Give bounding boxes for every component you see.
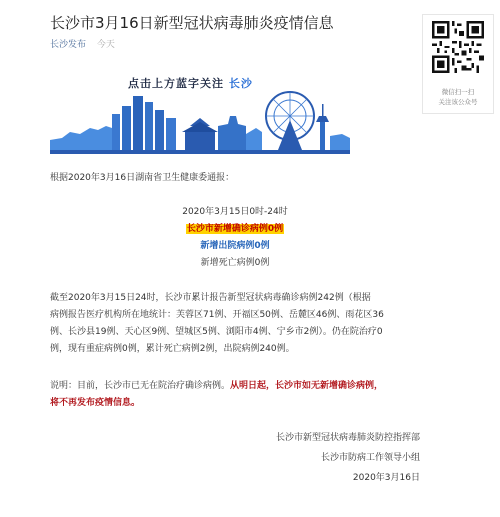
new-confirmed-line [50, 221, 420, 238]
note-paragraph [50, 378, 430, 412]
banner-text-highlight: 长沙 [228, 77, 253, 90]
cumulative-paragraph [50, 290, 430, 358]
banner-text-prefix: 点击上方蓝字关注 [128, 77, 224, 90]
note-bold-text-1: 从明日起，长沙市如无新增确诊病例， [230, 381, 384, 391]
new-confirmed-highlight: 长沙市新增确诊病例0例 [186, 224, 284, 234]
note-normal-text: 说明：目前，长沙市已无在院治疗确诊病例。 [50, 381, 231, 391]
cumulative-line: 病例报告医疗机构所在地统计：芙蓉区71例、开福区50例、岳麓区46例、雨花区36 [50, 310, 384, 320]
cumulative-line: 例、长沙县19例、天心区9例、望城区5例、浏阳市4例、宁乡市2例）。仍在院治疗0 [50, 327, 383, 337]
article-title: 长沙市3月16日新型冠状病毒肺炎疫情信息 [50, 14, 334, 32]
note-line-2 [50, 395, 430, 412]
article-meta [50, 37, 115, 50]
new-deaths-line: 新增死亡病例0例 [200, 258, 270, 268]
note-bold-text-2: 将不再发布疫情信息。 [50, 398, 141, 408]
cumulative-line: 例，现有重症病例0例，累计死亡病例2例，出院病例240例。 [50, 344, 295, 354]
report-period: 2020年3月15日0时-24时 [182, 207, 288, 217]
signature-org-1: 长沙市新型冠状病毒肺炎防控指挥部 [275, 433, 420, 443]
signature-date: 2020年3月16日 [352, 473, 420, 483]
qr-caption [423, 87, 493, 107]
intro-paragraph: 根据2020年3月16日湖南省卫生健康委通报： [50, 173, 235, 183]
qr-caption-line-2: 关注该公众号 [438, 98, 478, 106]
qr-code-image [432, 21, 484, 73]
banner-follow-text [128, 75, 253, 91]
new-discharged-line: 新增出院病例0例 [200, 241, 270, 251]
publish-date: 今天 [96, 40, 115, 50]
signature-org-2: 长沙市防病工作领导小组 [320, 453, 420, 463]
qr-caption-line-1: 微信扫一扫 [441, 88, 475, 96]
account-link[interactable]: 长沙发布 [50, 40, 87, 50]
cumulative-line: 截至2020年3月15日24时，长沙市累计报告新型冠状病毒确诊病例242例（根据 [50, 293, 371, 303]
note-line-1 [50, 378, 430, 395]
qr-code-panel [422, 14, 494, 114]
